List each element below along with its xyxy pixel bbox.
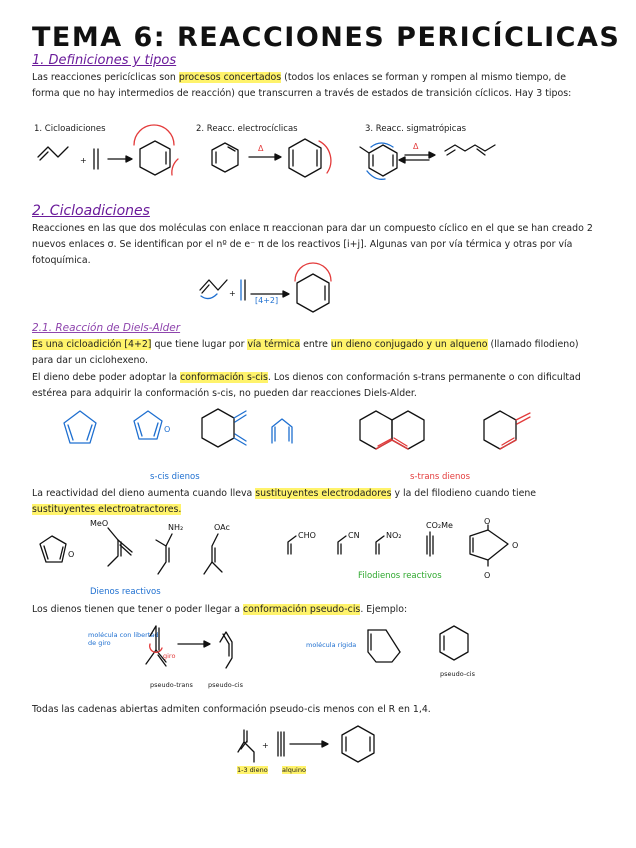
da-text-3: (llamado filodieno) para dar un ciclohexeno. (32, 339, 579, 366)
s1-text-a: Las reacciones pericíclicas son (32, 72, 176, 83)
plus-sign: + (80, 156, 87, 165)
meo-substituent: MeO (90, 519, 109, 528)
svg-text:O: O (68, 550, 75, 559)
giro-label: giro (163, 652, 176, 660)
section-2-heading: 2. Cicloadiciones (32, 203, 150, 219)
electrocyclic-example-diagram (205, 135, 335, 195)
da-hl-2: vía térmica (247, 339, 301, 350)
no2-substituent: NO₂ (386, 531, 402, 540)
cn-substituent: CN (348, 531, 360, 540)
arrow-label: [4+2] (255, 296, 279, 305)
section-2-paragraph: Reacciones en las que dos moléculas con enlace π reaccionan para dar un compuesto cíclico en el que se han creado 2 nuevos enlaces σ. Se identifican por el nº de e⁻ π de los reactivos [i+j]. Algunas van por vía térmica y otras por vía fotoquímica. (32, 223, 593, 266)
oxo-3: O (484, 571, 491, 580)
delta-symbol-2: Δ (413, 142, 419, 151)
section-1-heading: 1. Definiciones y tipos (32, 53, 177, 68)
pseudo-trans-to-cis-diagram (140, 622, 260, 682)
dienos-reactivos-label: Dienos reactivos (90, 587, 161, 597)
s1-text-b: (todos los enlaces se forman y rompen al mismo tiempo, de forma que no hay intermedios de reacción) que transcurren a través de estados de transición cíclicos. Hay 3 tipos: (32, 72, 572, 99)
section-1-paragraph (32, 70, 592, 102)
sigmatropic-example-diagram (355, 135, 515, 195)
da-text-5: . Los dienos con conformación s-trans permanente o con dificultad estérea para adquirir la conformación s-cis, no pueden dar reacciones Diels-Alder. (32, 372, 581, 399)
da-hl-4: conformación s-cis (180, 372, 268, 383)
diels-alder-paragraph-1 (32, 337, 602, 369)
oxo-1: O (484, 517, 491, 526)
alquino-label: alquino (282, 766, 306, 774)
pseudo-trans-label: pseudo-trans (150, 681, 193, 689)
cycloaddition-42-diagram (195, 272, 345, 324)
oac-substituent: OAc (214, 523, 230, 532)
cycloaddition-example-diagram (30, 135, 180, 195)
type-3-label: 3. Reacc. sigmatrópicas (365, 124, 467, 134)
open-chains-paragraph: Todas las cadenas abiertas admiten conformación pseudo-cis menos con el R en 1,4. (32, 704, 431, 715)
s-trans-label: s-trans dienos (410, 472, 471, 482)
diene-alkyne-reaction-diagram (230, 722, 400, 772)
da-hl-1: Es una cicloadición [4+2] (32, 339, 152, 350)
da-text-2: entre (303, 339, 328, 350)
react-text-2: y la del filodieno cuando tiene (394, 488, 537, 499)
s-cis-label: s-cis dienos (150, 472, 200, 482)
libertad-giro-note: molécula con libertad de giro (88, 631, 159, 647)
s1-highlight: procesos concertados (178, 72, 282, 83)
type-2-label: 2. Reacc. electrocíclicas (196, 124, 298, 134)
co2me-substituent: CO₂Me (426, 521, 453, 530)
filodienos-reactivos-label: Filodienos reactivos (358, 571, 442, 581)
dienes-conformation-diagram (60, 405, 560, 467)
pc-text-1: Los dienos tienen que tener o poder llegar a (32, 604, 241, 615)
react-hl-2: sustituyentes electroatractores. (32, 504, 182, 515)
oxo-2: O (512, 541, 519, 550)
pc-text-2: . Ejemplo: (360, 604, 408, 615)
da-text-1: que tiene lugar por (154, 339, 245, 350)
diels-alder-paragraph-2 (32, 370, 602, 402)
svg-text:+: + (229, 289, 236, 298)
pc-hl-1: conformación pseudo-cis (243, 604, 361, 615)
react-hl-1: sustituyentes electrodadores (255, 488, 392, 499)
delta-symbol: Δ (258, 144, 264, 153)
section-2-1-heading: 2.1. Reacción de Diels-Alder (32, 322, 181, 334)
molecula-rigida-note: molécula rígida (306, 641, 357, 649)
reactive-dienes-dienophiles-diagram (38, 516, 598, 584)
pseudo-cis-label: pseudo-cis (208, 681, 243, 689)
svg-text:O: O (164, 425, 171, 434)
nh2-substituent: NH₂ (168, 523, 184, 532)
da-text-4: El dieno debe poder adoptar la (32, 372, 178, 383)
da-hl-3: un dieno conjugado y un alqueno (330, 339, 488, 350)
react-text-1: La reactividad del dieno aumenta cuando lleva (32, 488, 253, 499)
pseudo-cis-paragraph (32, 602, 602, 618)
svg-text:+: + (262, 741, 269, 750)
cho-substituent: CHO (298, 531, 316, 540)
rigid-pseudo-cis-diagram (362, 622, 502, 672)
type-1-label: 1. Cicloadiciones (34, 124, 106, 134)
pseudo-cis-label-2: pseudo-cis (440, 670, 475, 678)
page-title: TEMA 6: REACCIONES PERICÍCLICAS (32, 22, 621, 53)
diene-13-label: 1-3 dieno (237, 766, 268, 774)
reactivity-paragraph (32, 486, 602, 518)
